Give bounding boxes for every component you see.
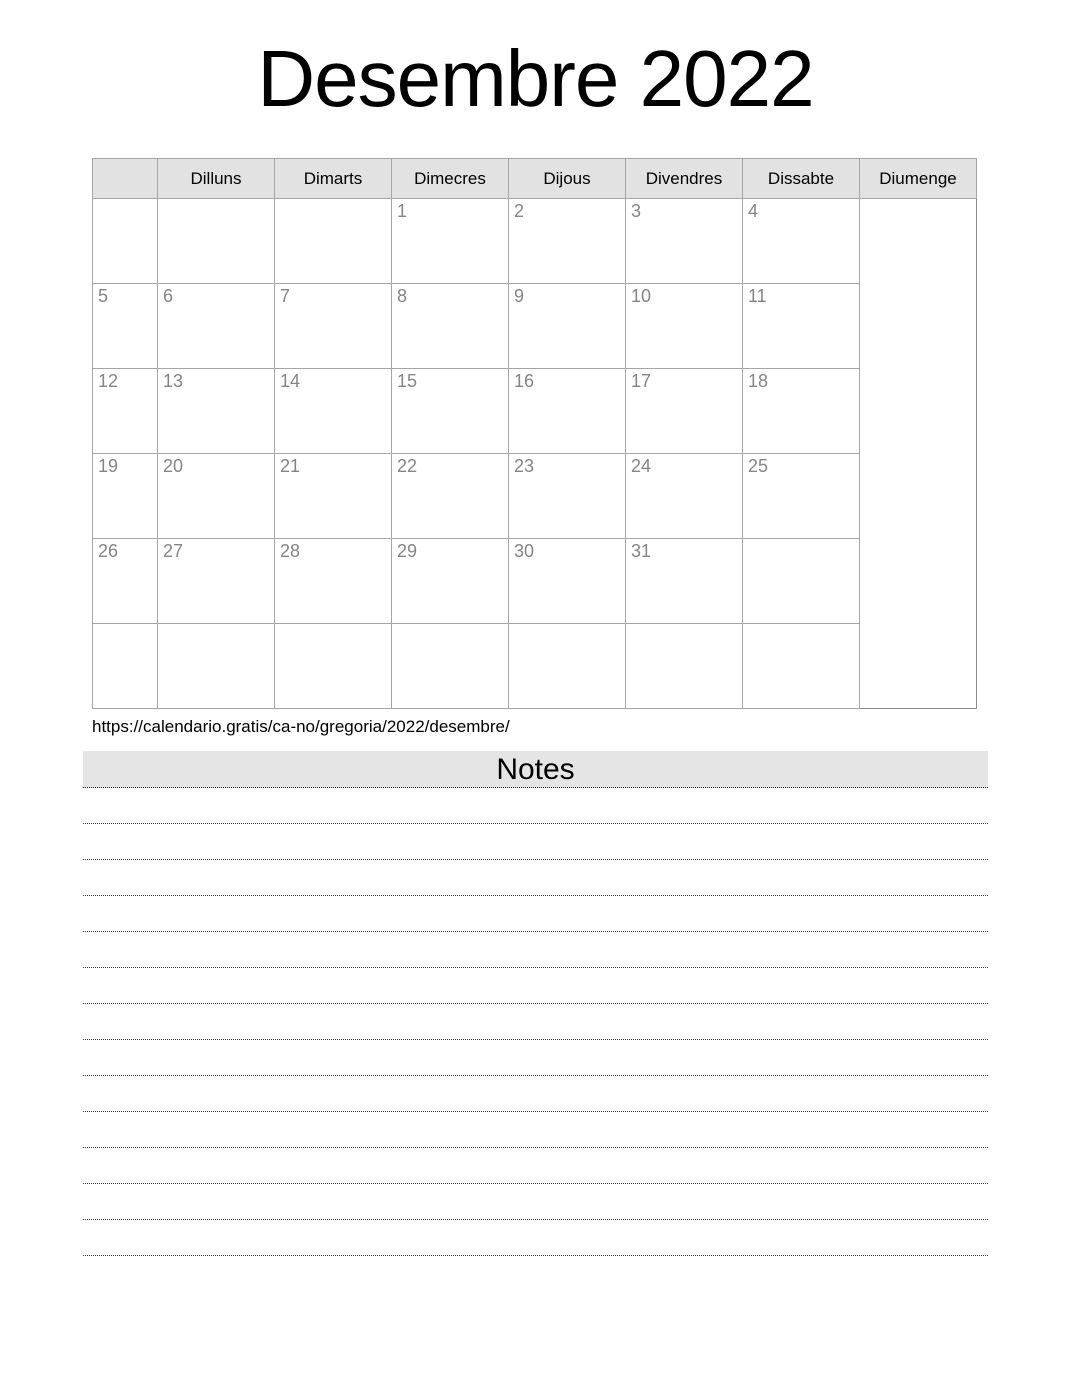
day-cell-18 [743, 369, 860, 454]
weekday-header-dimecres: Dimecres [392, 159, 509, 199]
note-line [83, 824, 988, 860]
note-line [83, 932, 988, 968]
note-line [83, 1112, 988, 1148]
day-cell-14 [275, 369, 392, 454]
day-cell-13 [158, 369, 275, 454]
day-number: 24 [631, 456, 652, 476]
day-cell-22 [392, 454, 509, 539]
day-cell-empty [509, 624, 626, 709]
note-line [83, 1148, 988, 1184]
weekday-header-dilluns: Dilluns [158, 159, 275, 199]
day-cell-28 [275, 539, 392, 624]
day-cell-11 [743, 284, 860, 369]
weekday-row [93, 159, 977, 199]
note-line [83, 1184, 988, 1220]
day-number: 20 [163, 456, 184, 476]
week-gutter-column [93, 159, 158, 199]
weekday-header-diumenge: Diumenge [860, 159, 977, 199]
weekday-header-dissabte: Dissabte [743, 159, 860, 199]
day-cell-2 [509, 199, 626, 284]
week-row-1 [93, 199, 977, 284]
day-number: 5 [98, 286, 109, 306]
day-number: 13 [163, 371, 184, 391]
day-cell-8 [392, 284, 509, 369]
day-number: 16 [514, 371, 535, 391]
day-cell-17 [626, 369, 743, 454]
day-number: 27 [163, 541, 184, 561]
day-number: 6 [163, 286, 174, 306]
day-cell-12 [93, 369, 158, 454]
note-line [83, 1040, 988, 1076]
day-number: 28 [280, 541, 301, 561]
day-cell-20 [158, 454, 275, 539]
note-line [83, 1004, 988, 1040]
weekday-header-divendres: Divendres [626, 159, 743, 199]
day-number: 1 [397, 201, 408, 221]
day-number: 23 [514, 456, 535, 476]
day-cell-9 [509, 284, 626, 369]
day-cell-29 [392, 539, 509, 624]
day-cell-25 [743, 454, 860, 539]
day-cell-16 [509, 369, 626, 454]
day-number: 11 [748, 286, 767, 306]
day-cell-empty [743, 539, 860, 624]
day-cell-6 [158, 284, 275, 369]
day-number: 14 [280, 371, 301, 391]
day-number: 8 [397, 286, 408, 306]
weekday-header-dimarts: Dimarts [275, 159, 392, 199]
day-cell-4 [743, 199, 860, 284]
note-line [83, 896, 988, 932]
day-cell-31 [626, 539, 743, 624]
day-cell-5 [93, 284, 158, 369]
day-cell-empty [275, 624, 392, 709]
week-row-6 [93, 624, 977, 709]
day-cell-7 [275, 284, 392, 369]
day-number: 15 [397, 371, 418, 391]
week-row-2 [93, 284, 977, 369]
day-cell-empty [743, 624, 860, 709]
day-cell-3 [626, 199, 743, 284]
day-number: 22 [397, 456, 418, 476]
calendar-body [93, 199, 977, 709]
day-number: 29 [397, 541, 418, 561]
day-cell-empty [626, 624, 743, 709]
note-line [83, 968, 988, 1004]
day-number: 18 [748, 371, 769, 391]
notes-header [83, 751, 988, 788]
note-line [83, 860, 988, 896]
day-cell-21 [275, 454, 392, 539]
day-number: 4 [748, 201, 759, 221]
day-cell-26 [93, 539, 158, 624]
calendar-table [92, 158, 977, 709]
day-cell-27 [158, 539, 275, 624]
calendar-header [93, 159, 977, 199]
note-line [83, 1220, 988, 1256]
day-cell-23 [509, 454, 626, 539]
day-cell-empty [158, 624, 275, 709]
day-number: 12 [98, 371, 119, 391]
day-cell-30 [509, 539, 626, 624]
day-number: 9 [514, 286, 525, 306]
day-number: 10 [631, 286, 652, 306]
day-cell-empty [93, 199, 158, 284]
day-number: 19 [98, 456, 119, 476]
day-number: 17 [631, 371, 652, 391]
day-cell-24 [626, 454, 743, 539]
notes-lines [83, 788, 988, 1256]
day-cell-19 [93, 454, 158, 539]
day-number: 31 [631, 541, 652, 561]
day-cell-empty [158, 199, 275, 284]
day-number: 3 [631, 201, 642, 221]
day-number: 2 [514, 201, 525, 221]
note-line [83, 788, 988, 824]
week-row-3 [93, 369, 977, 454]
day-number: 7 [280, 286, 291, 306]
weekday-header-dijous: Dijous [509, 159, 626, 199]
day-cell-empty [275, 199, 392, 284]
week-row-5 [93, 539, 977, 624]
day-cell-15 [392, 369, 509, 454]
day-cell-empty [392, 624, 509, 709]
note-line [83, 1076, 988, 1112]
source-url: https://calendario.gratis/ca-no/gregoria/2022/desembre/ [92, 717, 510, 736]
day-cell-empty [93, 624, 158, 709]
day-number: 21 [280, 456, 301, 476]
day-cell-1 [392, 199, 509, 284]
day-number: 26 [98, 541, 119, 561]
day-cell-10 [626, 284, 743, 369]
week-row-4 [93, 454, 977, 539]
notes-title: Notes [496, 753, 575, 786]
day-number: 30 [514, 541, 535, 561]
day-number: 25 [748, 456, 769, 476]
page-title: Desembre 2022 [257, 34, 814, 123]
